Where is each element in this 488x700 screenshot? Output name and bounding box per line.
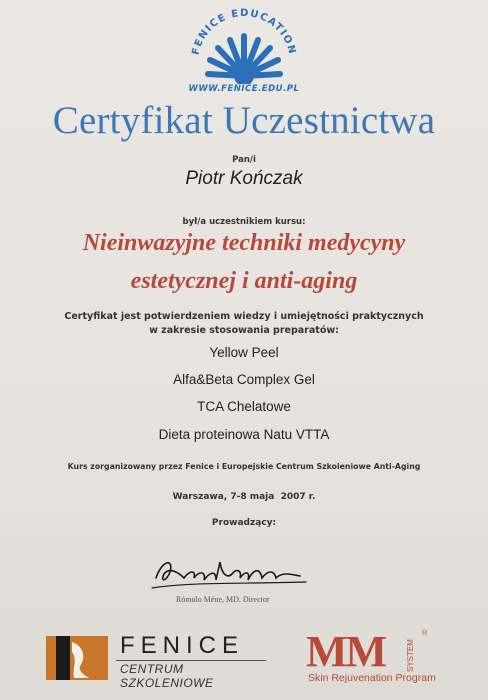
participant-label: był/a uczestnikiem kursu: <box>182 217 306 227</box>
instructor-label: Prowadzący: <box>211 518 277 528</box>
fenice-phoenix-icon <box>44 632 110 682</box>
place-date: Warszawa, 7-8 maja 2007 r. <box>172 492 316 502</box>
signature-caption: Rómulo Méne, MD. Director <box>176 595 270 604</box>
preparation-item: Alfa&Beta Complex Gel <box>173 372 315 387</box>
preparation-item: TCA Chelatowe <box>197 399 291 414</box>
mm-system-logo <box>306 627 456 692</box>
confirmation-line-1: Certyfikat jest potwierdzeniem wiedzy i umiejętności praktycznych <box>64 311 424 322</box>
logo-arc-text: FENICE EDUCATION <box>190 7 298 57</box>
preparation-item: Dieta proteinowa Natu VTTA <box>158 427 330 442</box>
logo-url: WWW.FENICE.EDU.PL <box>188 84 300 94</box>
course-title-line-1: Nieinwazyjne techniki medycyny <box>82 230 406 256</box>
participant-name: Piotr Kończak <box>185 168 303 189</box>
signature-icon <box>150 548 310 596</box>
mm-subtitle: Skin Rejuvenation Program <box>308 672 436 684</box>
course-title-line-2: estetycznej i anti-aging <box>130 268 358 294</box>
mm-mark: MM <box>306 627 386 676</box>
fenice-subtitle: CENTRUM SZKOLENIOWE <box>120 662 214 690</box>
mm-system-label: SYSTEM <box>406 639 415 672</box>
confirmation-text <box>0 310 488 338</box>
fenice-name: FENICE <box>120 632 245 659</box>
preparation-item: Yellow Peel <box>209 345 279 360</box>
organizer-text: Kurs zorganizowany przez Fenice i Europejskie Centrum Szkoleniowe Anti-Aging <box>67 462 421 471</box>
signature <box>150 548 310 596</box>
pan-label: Pan/i <box>232 155 256 165</box>
fenice-divider <box>116 660 266 661</box>
sunrise-logo-icon <box>184 4 304 84</box>
certificate-title: Certyfikat Uczestnictwa <box>52 99 436 142</box>
fenice-logo <box>44 632 274 690</box>
mm-trademark: ® <box>422 630 428 637</box>
confirmation-line-2: w zakresie stosowania preparatów: <box>149 325 339 336</box>
fenice-education-logo <box>0 4 488 96</box>
